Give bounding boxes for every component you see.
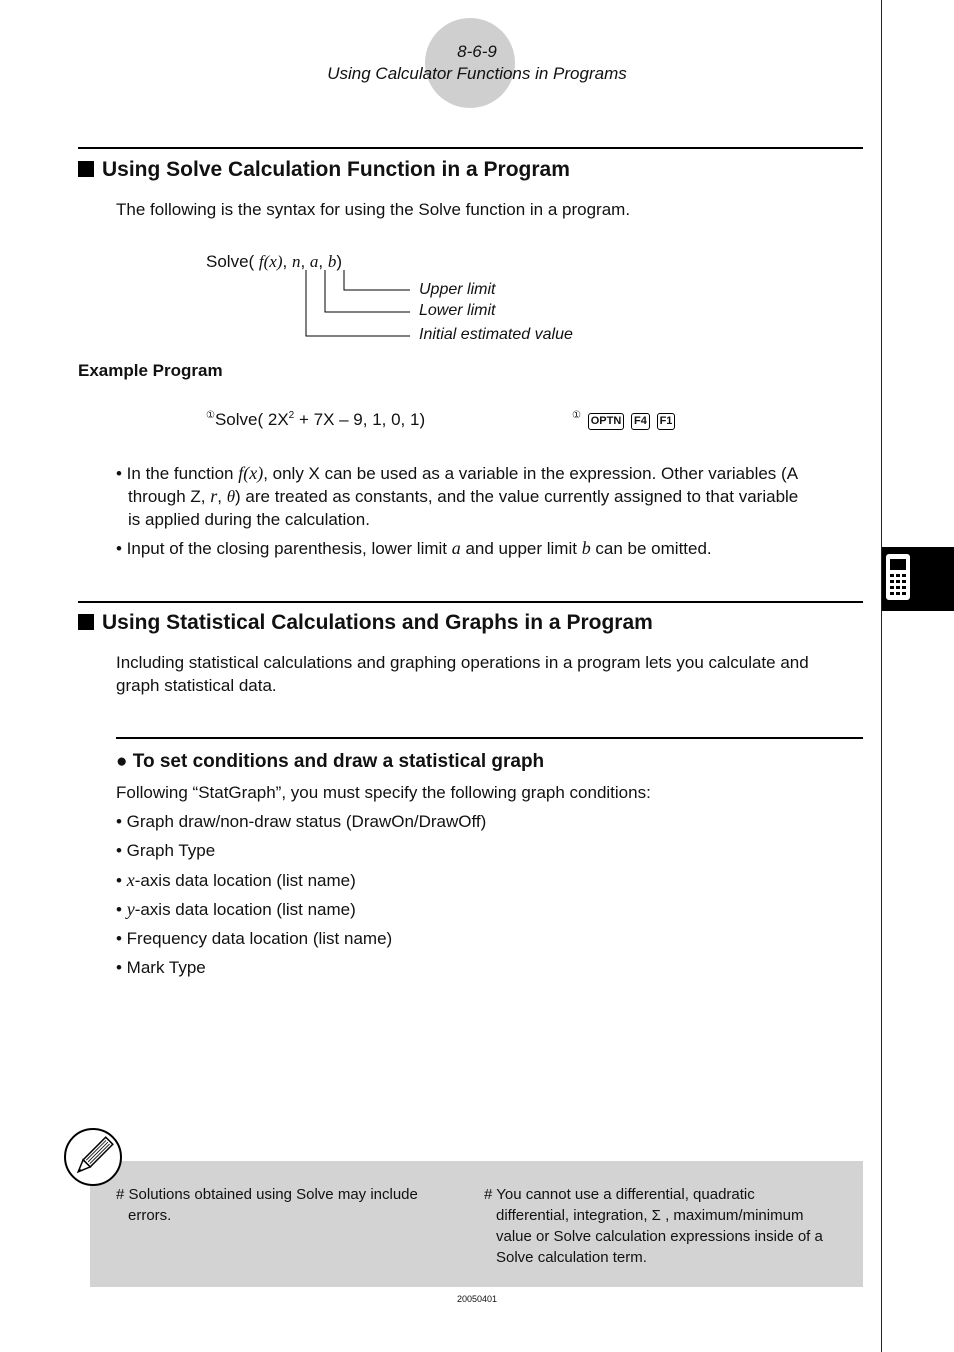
- section-heading-stat: Using Statistical Calculations and Graphs in a Program: [78, 611, 653, 635]
- square-bullet-icon: [78, 614, 94, 630]
- optn-key[interactable]: OPTN: [588, 413, 625, 430]
- list-item: • Graph Type: [116, 841, 216, 860]
- chapter-tab[interactable]: [882, 547, 954, 611]
- note-left-line1: # Solutions obtained using Solve may include: [116, 1186, 418, 1203]
- list-item: • x-axis data location (list name): [116, 870, 356, 890]
- example-keys: ① OPTN F4 F1: [572, 404, 675, 431]
- section-divider: [78, 147, 863, 149]
- syntax-leader-lines: [300, 266, 420, 342]
- page-number-badge: [425, 18, 515, 108]
- note-right-line2: differential, integration, Σ , maximum/minimum: [496, 1207, 804, 1224]
- bullet-variable-note: • In the function f(x), only X can be used as a variable in the expression. Other variables (A: [116, 463, 799, 483]
- square-bullet-icon: [78, 161, 94, 177]
- footer-code: 20050401: [456, 1294, 498, 1304]
- stat-intro-line1: Including statistical calculations and graphing operations in a program lets you calculate and: [116, 653, 809, 672]
- subsection-heading: ● To set conditions and draw a statistical graph: [116, 751, 545, 772]
- initial-value-label: Initial estimated value: [419, 326, 573, 343]
- page-number: 8-6-9: [457, 42, 497, 61]
- note-right-line3: value or Solve calculation expressions inside of a: [496, 1228, 823, 1245]
- note-right-line4: Solve calculation term.: [496, 1249, 647, 1266]
- margin-line: [881, 0, 882, 1352]
- note-right-line1: # You cannot use a differential, quadratic: [484, 1186, 755, 1203]
- stat-intro-line2: graph statistical data.: [116, 676, 277, 695]
- list-item: • Frequency data location (list name): [116, 929, 393, 948]
- example-code: ①Solve( $2X^2 + 7X - 9$, 1, 0, 1): [206, 410, 426, 429]
- pencil-note-icon: [64, 1128, 122, 1186]
- solve-intro: The following is the syntax for using the Solve function in a program.: [116, 200, 631, 219]
- bullet-variable-note-line3: is applied during the calculation.: [128, 510, 370, 529]
- bullet-variable-note-line2: through Z, r, θ) are treated as constants, and the value currently assigned to that variable: [128, 486, 799, 506]
- bullet-omit-note: • Input of the closing parenthesis, lower limit a and upper limit b can be omitted.: [116, 538, 712, 558]
- note-left-line2: errors.: [128, 1207, 172, 1224]
- list-item: • Mark Type: [116, 958, 206, 977]
- example-program-heading: Example Program: [78, 361, 223, 380]
- chapter-title: Using Calculator Functions in Programs: [327, 64, 627, 83]
- list-item: • Graph draw/non-draw status (DrawOn/DrawOff): [116, 812, 487, 831]
- upper-limit-label: Upper limit: [419, 281, 496, 298]
- lower-limit-label: Lower limit: [419, 302, 496, 319]
- calculator-icon: [882, 547, 954, 611]
- section-heading-solve: Using Solve Calculation Function in a Program: [78, 158, 570, 182]
- f1-key[interactable]: F1: [657, 413, 676, 430]
- subsection-divider: [116, 737, 863, 739]
- f4-key[interactable]: F4: [631, 413, 650, 430]
- subsection-intro: Following “StatGraph”, you must specify the following graph conditions:: [116, 783, 651, 802]
- round-bullet-icon: ●: [116, 751, 128, 772]
- section-divider: [78, 601, 863, 603]
- solve-syntax: Solve( f(x), n, a, b): [206, 252, 343, 271]
- list-item: • y-axis data location (list name): [116, 899, 356, 919]
